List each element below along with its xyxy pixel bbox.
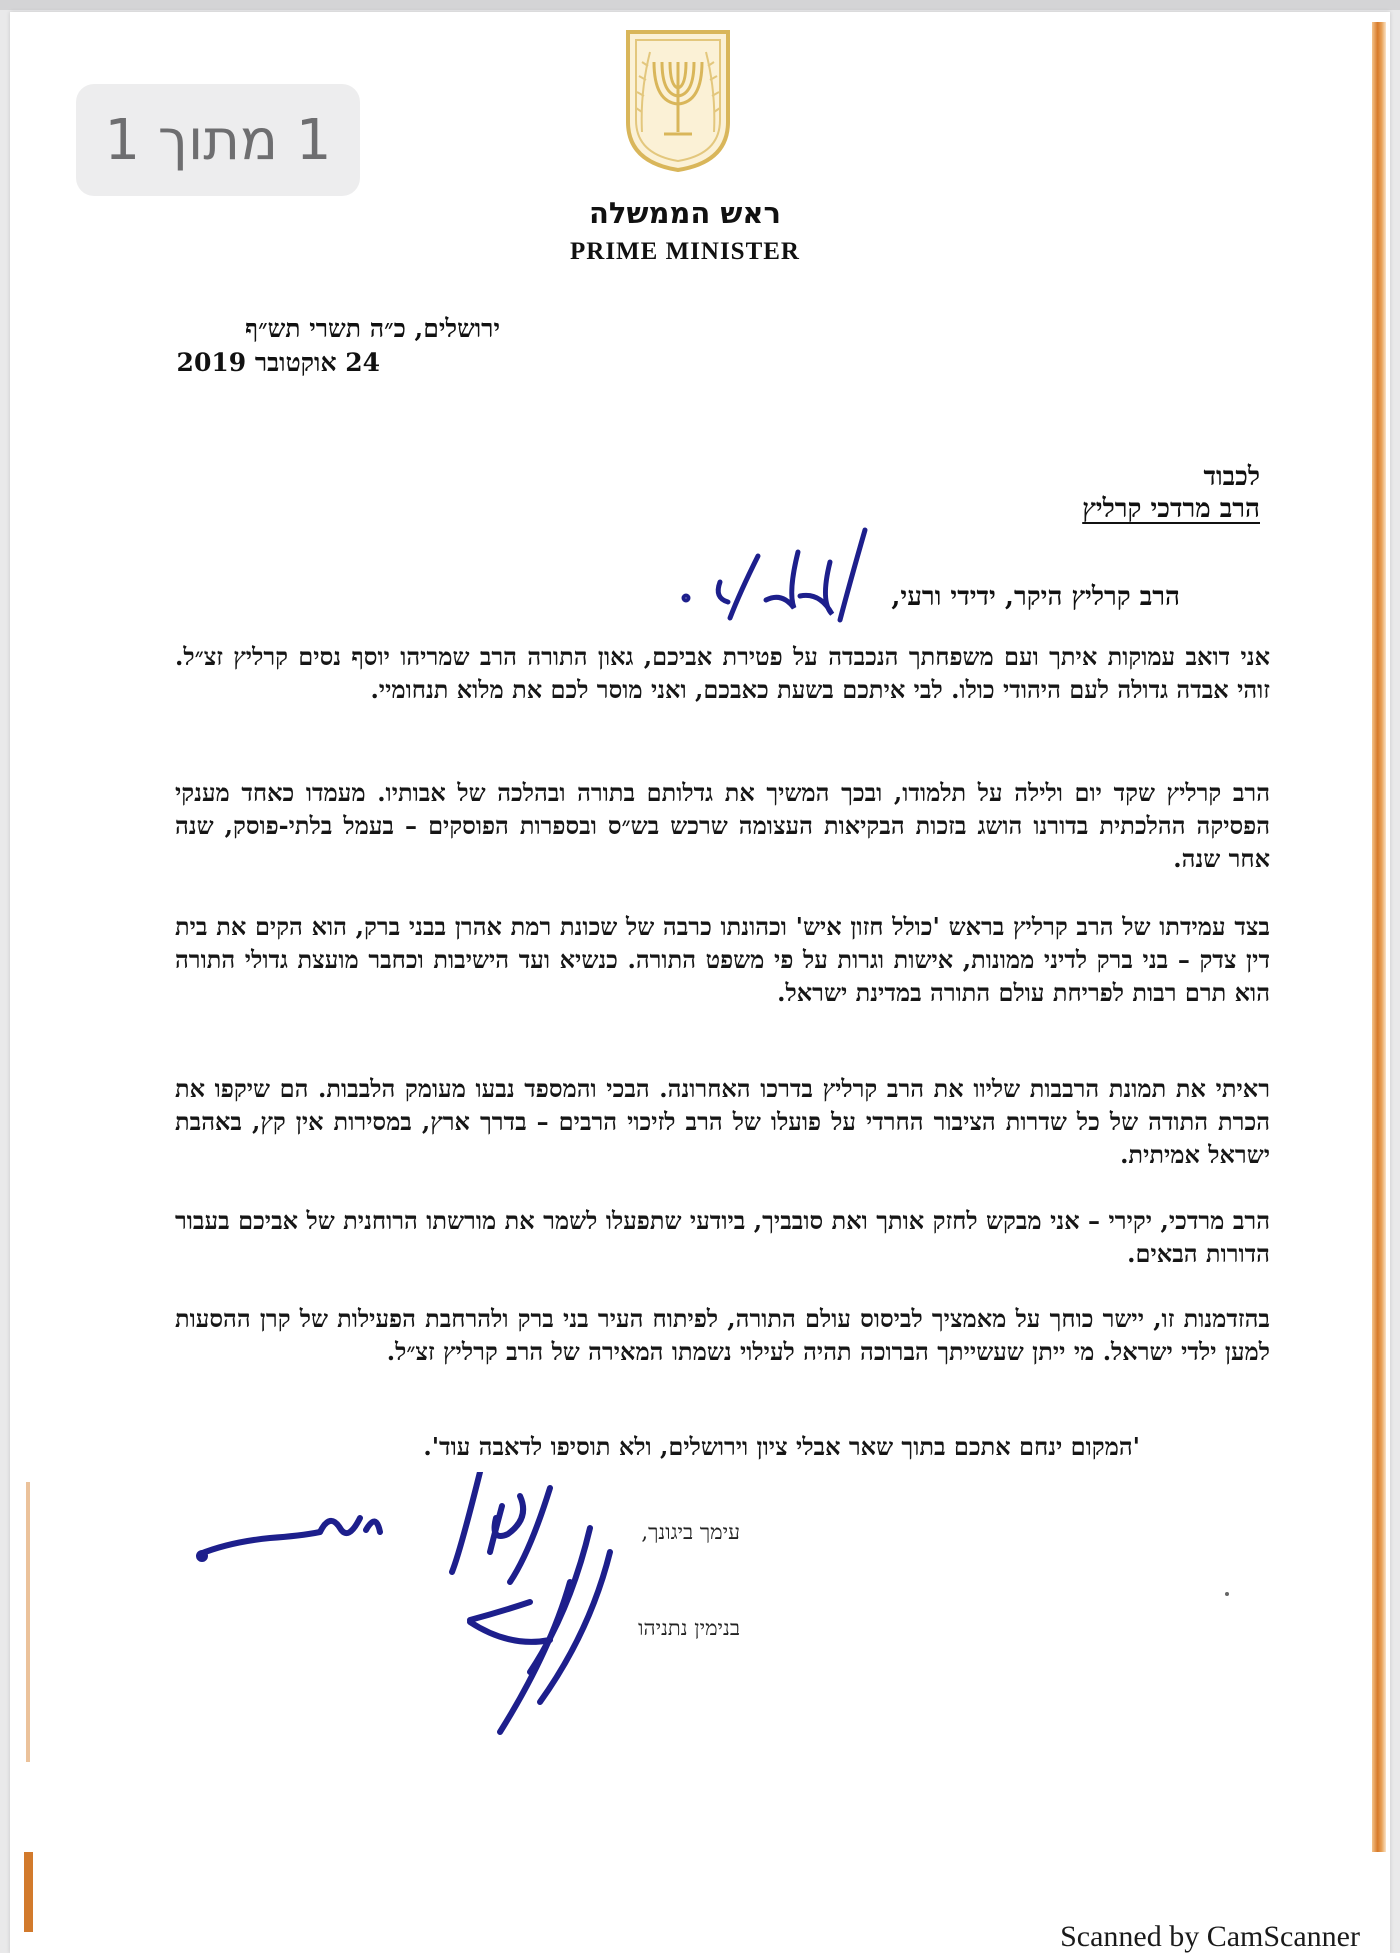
state-emblem-icon xyxy=(620,22,736,172)
paragraph-4: ראיתי את תמונת הרבבות שליוו את הרב קרליץ בדרכו האחרונה. הבכי והמספד נבעו מעומק הלבבות. הם שיקפו את הכרת התודה של כל שדרות הציבור החרדי על פועלו של הרב לזיכוי הרבים – בדרך ארץ, במסירות אין קץ, באהבת ישראל אמיתית. xyxy=(175,1074,1271,1169)
letter-page xyxy=(10,12,1390,1953)
scan-edge-right xyxy=(1372,22,1386,1852)
scan-edge-left xyxy=(26,1482,30,1762)
date-hebrew: ירושלים, כ״ה תשרי תש״ף xyxy=(245,314,500,343)
top-bar xyxy=(0,0,1400,10)
paragraph-5: הרב מרדכי, יקירי – אני מבקש לחזק אותך ואת סובביך, ביודעי שתפעלו לשמר את מורשתו הרוחנית של אביכם בעבור הדורות הבאים. xyxy=(175,1206,1270,1268)
handwritten-greeting-signature xyxy=(670,522,880,632)
scanner-watermark: Scanned by CamScanner xyxy=(1060,1920,1360,1953)
paragraph-6: בהזדמנות זו, יישר כוחך על מאמציך לביסוס עולם התורה, לפיתוח העיר בני ברק ולהרחבת הפעילות של קרן ההסעות למען ילדי ישראל. מי ייתן שעשייתך הברוכה תהיה לעילוי נשמתו המאירה של הרב קרליץ זצ״ל. xyxy=(175,1304,1270,1366)
page-indicator: 1 מתוך 1 xyxy=(76,84,360,196)
paragraph-1: אני דואב עמוקות איתך ועם משפחתך הנכבדה על פטירת אביכם, גאון התורה הרב שמריהו יוסף נסים קרליץ זצ״ל. זוהי אבדה גדולה לעם היהודי כולו. לבי איתכם בשעת כאבכם, ואני מוסר לכם את מלוא תנחומיי. xyxy=(175,642,1270,704)
header-title-hebrew: ראש הממשלה xyxy=(588,196,781,230)
header-title-english: PRIME MINISTER xyxy=(570,238,800,265)
paragraph-2: הרב קרליץ שקד יום ולילה על תלמודו, ובכך המשיך את גדלותם בתורה ובהלכה של אבותיו. מעמדו כאחד מענקי הפסיקה ההלכתית בדורנו הושג בזכות הבקיאות העצומה שרכש בש״ס ובספרות הפוסקים – בעמל בלתי-פוסק, שנה אחר שנה. xyxy=(175,778,1270,873)
recipient-label: לכבוד xyxy=(1203,462,1260,492)
scan-speck xyxy=(1225,1592,1229,1596)
closing-quote: 'המקום ינחם אתכם בתוך שאר אבלי ציון וירושלים, ולא תוסיפו לדאבה עוד'. xyxy=(423,1432,1140,1461)
scan-edge-left-bottom xyxy=(24,1852,33,1932)
signatory-name: בנימין נתניהו xyxy=(638,1616,740,1640)
signoff-line: עימך ביגונך, xyxy=(641,1520,740,1544)
paragraph-3: בצד עמידתו של הרב קרליץ בראש 'כולל חזון איש' וכהונתו כרבה של שכונת רמת אהרן בבני ברק, הוא הקים את בית דין צדק – בני ברק לדיני ממונות, אישות וגרות על פי משפט התורה. כנשיא ועד הישיבות וכחבר מועצת גדולי התורה הוא תרם רבות לפריחת עולם התורה במדינת ישראל. xyxy=(175,912,1270,1007)
date-gregorian: 24 אוקטובר 2019 xyxy=(176,348,380,377)
greeting-line: הרב קרליץ היקר, ידידי ורעי, xyxy=(891,582,1180,612)
recipient-name: הרב מרדכי קרליץ xyxy=(1082,494,1260,524)
